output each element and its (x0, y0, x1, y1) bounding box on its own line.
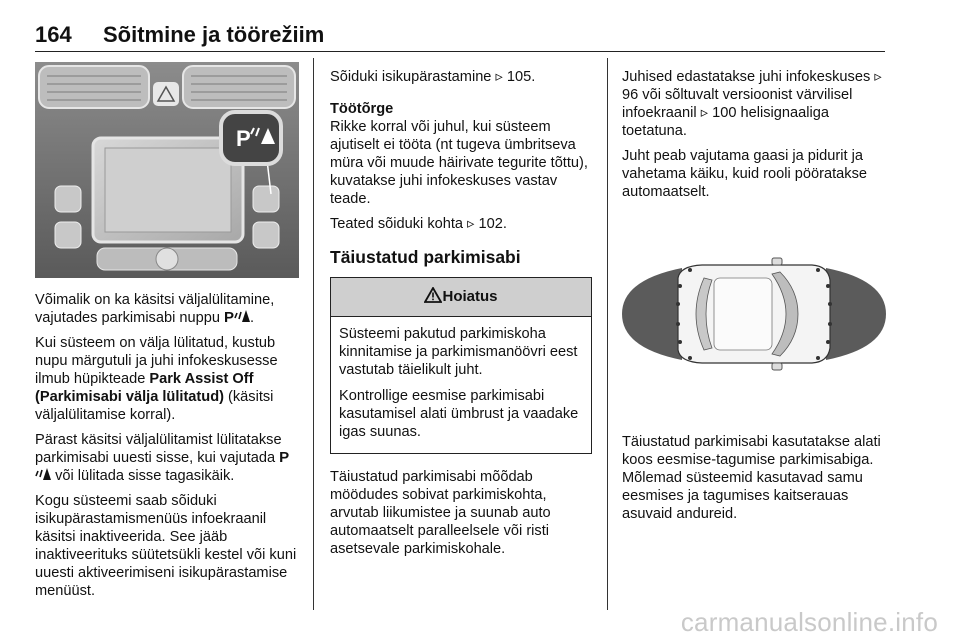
text: Kogu süsteemi saab sõiduki isikupärastamismenüüs infoekraanil käsitsi inaktiveerida. See jääb inaktiveerituks süütetsükli kestel või kuni uuesti aktiveerimiseni isikupärastamise menüüst. (35, 493, 297, 599)
page-reference[interactable]: 96 (622, 87, 639, 103)
page-ref-arrow-icon: ▹ (467, 216, 475, 232)
warning-body (331, 317, 591, 453)
middle-column (330, 68, 592, 565)
text: Sõiduki isikupärastamine (330, 69, 492, 85)
paragraph (35, 431, 301, 485)
text: (käsitsi väljalülitamise korral). (35, 389, 274, 423)
park-assist-wave-icon (35, 467, 51, 481)
paragraph (35, 492, 301, 600)
text: helisignaaliga toetatuna. (622, 105, 829, 139)
park-assist-wave-icon (234, 309, 250, 323)
text: Teated sõiduki kohta (330, 216, 464, 232)
paragraph (35, 334, 301, 424)
paragraph (330, 215, 592, 233)
right-column-lower (622, 433, 888, 530)
warning-triangle-icon (424, 287, 442, 303)
text: või sõltuvalt versioonist värvilisel infoekraanil (622, 87, 853, 121)
text: Rikke korral või juhul, kui süsteem ajutiselt ei tööta (nt tugeva ümbritseva müra või muude häirivate tegurite tõttu), kuvatakse juhi infokeskuses vastav teade. (330, 119, 588, 207)
text: Kui süsteem on välja lülitatud, kustub nupu märgutuli ja juhi infokeskusesse ilmub hüpikteade (35, 335, 278, 387)
parking-sensor-figure (622, 208, 886, 420)
popup-message-name: Park Assist Off (Parkimisabi välja lülitatud) (35, 371, 254, 405)
warning-box (330, 277, 592, 454)
text: või lülitada sisse tagasikäik. (55, 468, 235, 484)
text: Juhised edastatakse juhi infokeskuses (622, 69, 871, 85)
warning-text: Süsteemi pakutud parkimiskoha kinnitamise ja parkimismanöövri eest vastutab täielikult juht. (339, 326, 578, 378)
svg-text:P: P (236, 126, 251, 151)
page-ref-arrow-icon: ▹ (700, 105, 709, 121)
column-divider (607, 58, 608, 610)
paragraph (35, 291, 301, 327)
warning-text: Kontrollige eesmise parkimisabi kasutamisel alati ümbrust ja vaadake igas suunas. (339, 388, 579, 440)
warning-title: Hoiatus (442, 288, 498, 305)
park-assist-button-icon: P (224, 309, 235, 326)
page-ref-arrow-icon: ▹ (874, 69, 882, 85)
right-column (622, 68, 888, 208)
column-divider (313, 58, 314, 610)
page-number: 164 (35, 22, 72, 47)
section-title: Täiustatud parkimisabi (330, 247, 521, 267)
text: Pärast käsitsi väljalülitamist lülitatakse parkimisabi uuesti sisse, kui vajutada (35, 432, 282, 466)
page-reference[interactable]: 105. (506, 69, 536, 85)
paragraph (330, 68, 592, 86)
paragraph (622, 68, 888, 140)
chapter-title: Sõitmine ja töörežiim (103, 22, 325, 47)
page-reference[interactable]: 100 (712, 105, 737, 121)
park-assist-button-icon: P (279, 449, 290, 466)
car-sensor-illustration (622, 208, 886, 420)
text: Võimalik on ka käsitsi väljalülitamine, vajutades parkimisabi nuppu (35, 292, 275, 326)
paragraph: Täiustatud parkimisabi kasutatakse alati koos eesmise-tagumise parkimisabiga. Mõlemad süsteemid kasutavad samu eesmises ja tagumises kaitserauas asuvaid andureid. (622, 434, 881, 522)
dashboard-figure (35, 62, 299, 278)
paragraph: Juht peab vajutama gaasi ja pidurit ja vahetama käiku, kuid rooli pööratakse automaatselt. (622, 148, 867, 200)
paragraph (330, 100, 592, 208)
page-reference[interactable]: 102. (478, 216, 507, 232)
left-column (35, 291, 301, 607)
subheading: Töötõrge (330, 101, 394, 117)
header-rule (35, 51, 885, 52)
page-header (35, 22, 885, 52)
paragraph: Täiustatud parkimisabi mõõdab möödudes sobivat parkimiskohta, arvutab liikumistee ja suunab auto automaatselt paralleelsele või risti asetsevale parkimiskohale. (330, 469, 551, 557)
warning-header (331, 278, 591, 317)
text: . (250, 310, 255, 326)
page-ref-arrow-icon: ▹ (495, 69, 503, 85)
dashboard-illustration (35, 62, 299, 278)
watermark: carmanualsonline.info (680, 607, 938, 637)
